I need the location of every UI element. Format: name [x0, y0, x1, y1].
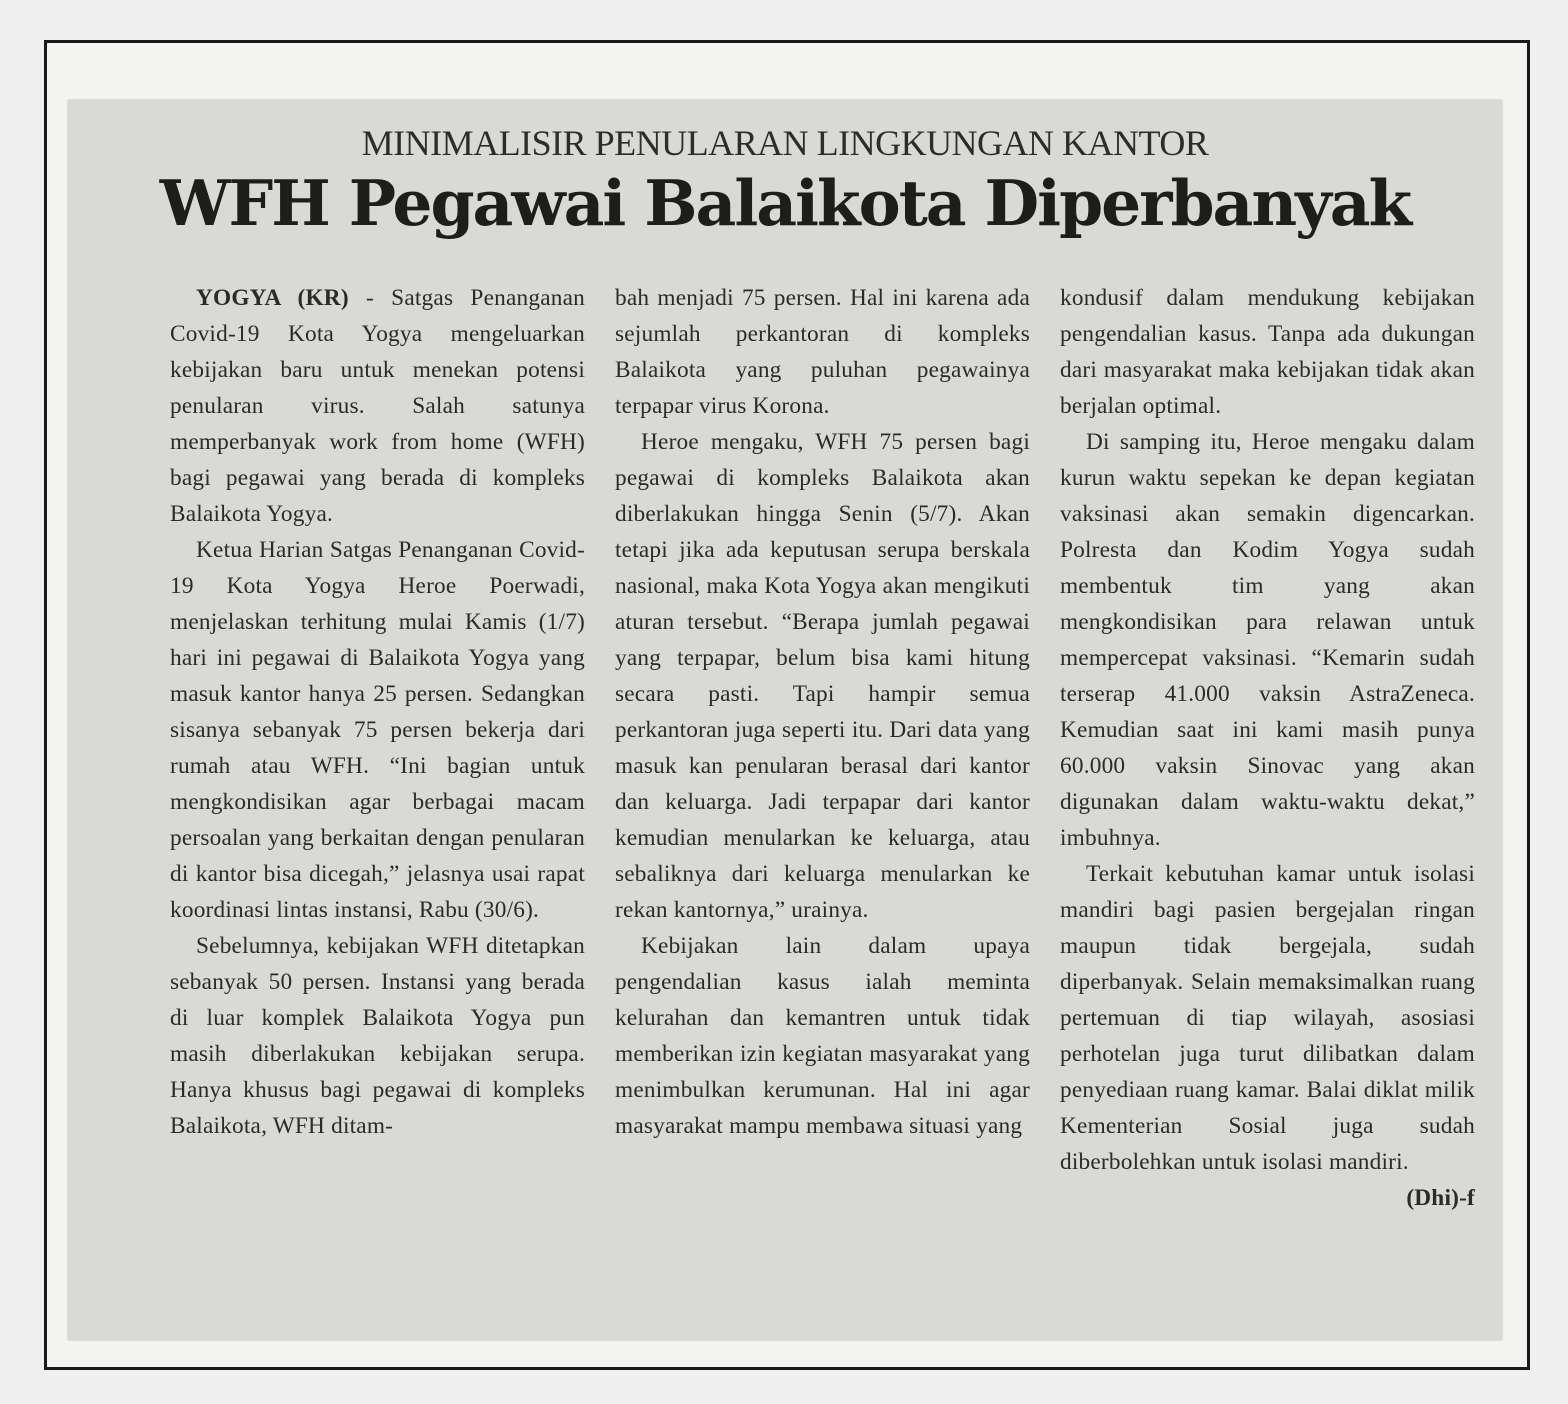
- paragraph: Di samping itu, Heroe mengaku dalam kurun waktu sepekan ke depan kegiatan vaksinasi akan semakin digencarkan. Polresta dan Kodim Yogya sudah membentuk tim yang akan mengkondisikan para relawan untuk mempercepat vaksinasi. “Kemarin sudah terserap 41.000 vaksin AstraZeneca. Kemudian saat ini kami masih punya 60.000 vaksin Sinovac yang akan digunakan dalam waktu-waktu dekat,” imbuhnya.: [1060, 429, 1475, 851]
- paragraph: Heroe mengaku, WFH 75 persen bagi pegawai di kompleks Balaikota akan diberlakukan hingga Senin (5/7). Akan tetapi jika ada keputusan serupa berskala nasional, maka Kota Yogya akan mengikuti aturan tersebut. “Berapa jumlah pegawai yang terpapar, belum bisa kami hitung secara pasti. Tapi hampir semua perkantoran juga seperti itu. Dari data yang masuk kan penularan berasal dari kantor dan keluarga. Jadi terpapar dari kantor kemudian menularkan ke keluarga, atau sebaliknya dari keluarga menularkan ke rekan kantornya,” urainya.: [615, 429, 1030, 923]
- paragraph: Ketua Harian Satgas Penanganan Covid-19 Kota Yogya Heroe Poerwadi, menjelaskan terhitung mulai Kamis (1/7) hari ini pegawai di Balaikota Yogya yang masuk kantor hanya 25 persen. Sedangkan sisanya sebanyak 75 persen bekerja dari rumah atau WFH. “Ini bagian untuk mengkondisikan agar berbagai macam persoalan yang berkaitan dengan penularan di kantor bisa dicegah,” jelasnya usai rapat koordinasi lintas instansi, Rabu (30/6).: [170, 537, 585, 923]
- dateline: YOGYA (KR): [196, 285, 349, 311]
- paragraph: Sebelumnya, kebijakan WFH ditetapkan sebanyak 50 persen. Instansi yang berada di luar komplek Balaikota Yogya pun masih diberlakukan kebijakan serupa. Hanya khusus bagi pegawai di kompleks Balaikota, WFH ditam-: [170, 933, 585, 1139]
- article-kicker: MINIMALISIR PENULARAN LINGKUNGAN KANTOR: [361, 123, 1209, 163]
- paragraph: Kebijakan lain dalam upaya pengendalian kasus ialah meminta kelurahan dan kemantren untuk tidak memberikan izin kegiatan masyarakat yang menimbulkan kerumunan. Hal ini agar masyarakat mampu membawa situasi yang: [615, 933, 1030, 1139]
- article-body: [170, 280, 1476, 1320]
- byline-row: [1060, 1180, 1475, 1216]
- article-headline: WFH Pegawai Balaikota Diperbanyak: [159, 166, 1411, 240]
- paragraph: kondusif dalam mendukung kebijakan pengendalian kasus. Tanpa ada dukungan dari masyarakat maka kebijakan tidak akan berjalan optimal.: [1060, 285, 1475, 419]
- paragraph: bah menjadi 75 persen. Hal ini karena ada sejumlah perkantoran di kompleks Balaikota yang puluhan pegawainya terpapar virus Korona.: [615, 285, 1030, 419]
- paragraph-text: - Satgas Penanganan Covid-19 Kota Yogya mengeluarkan kebijakan baru untuk menekan potensi penularan virus. Salah satunya memperbanyak work from home (WFH) bagi pegawai yang berada di kompleks Balaikota Yogya.: [170, 285, 585, 527]
- column-2: [615, 280, 1030, 1320]
- column-3: [1060, 280, 1475, 1320]
- paragraph: [170, 280, 585, 532]
- paragraph: Terkait kebutuhan kamar untuk isolasi mandiri bagi pasien bergejalan ringan maupun tidak bergejala, sudah diperbanyak. Selain memaksimalkan ruang pertemuan di tiap wilayah, asosiasi perhotelan juga turut dilibatkan dalam penyediaan ruang kamar. Balai diklat milik Kementerian Sosial juga sudah diberbolehkan untuk isolasi mandiri.: [1060, 861, 1475, 1175]
- byline: (Dhi)-f: [1406, 1185, 1475, 1211]
- newspaper-clipping: [68, 100, 1502, 1340]
- column-1: [170, 280, 585, 1320]
